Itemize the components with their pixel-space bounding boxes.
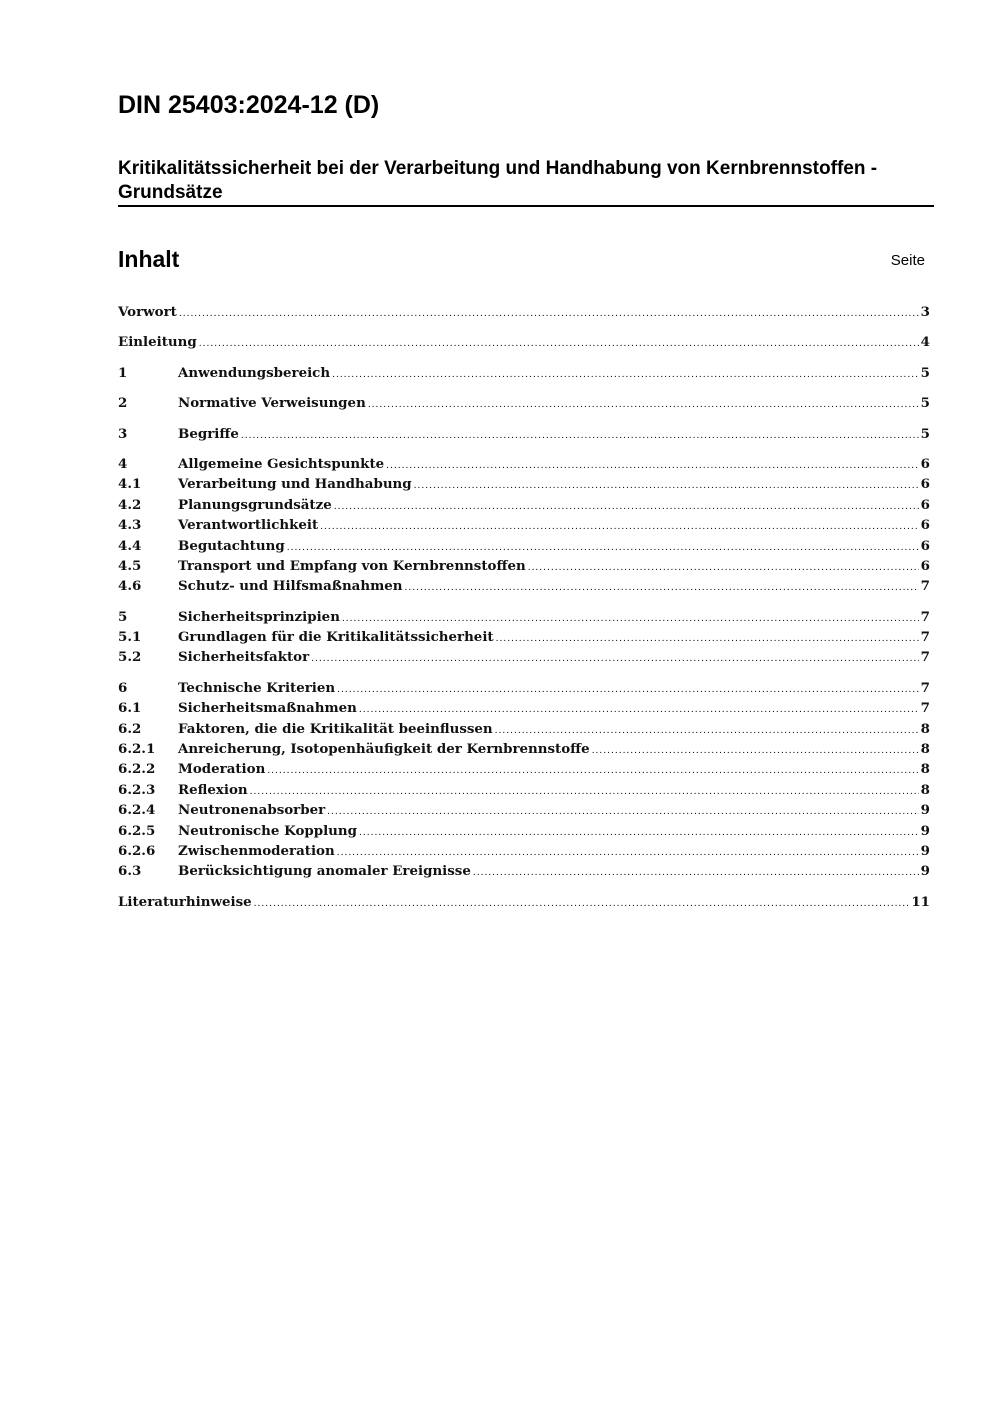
toc-entry-page: 6: [920, 476, 930, 493]
toc-entry-number: 6.2.1: [118, 741, 156, 758]
toc-dot-leader: [179, 304, 919, 322]
toc-dot-leader: [405, 578, 919, 596]
toc-entry-page: 7: [920, 629, 930, 646]
toc-entry-6-2-5[interactable]: [118, 821, 930, 841]
toc-entry-page: 7: [920, 578, 930, 595]
toc-entry-page: 8: [920, 741, 930, 758]
toc-entry-number: 5.1: [118, 629, 142, 646]
toc-entry-page: 9: [920, 863, 930, 880]
toc-entry-page: 8: [920, 781, 930, 798]
toc-dot-leader: [337, 680, 919, 698]
toc-dot-leader: [250, 782, 919, 800]
toc-dot-leader: [368, 395, 919, 413]
toc-entry-vorwort[interactable]: [118, 302, 930, 322]
toc-entry-label: Faktoren, die die Kritikalität beeinflussen: [178, 720, 493, 737]
toc-entry-number: 4.1: [118, 476, 142, 493]
toc-entry-page: 9: [920, 802, 930, 819]
toc-entry-5[interactable]: [118, 607, 930, 627]
toc-entry-number: 3: [118, 425, 128, 442]
toc-entry-page: 7: [920, 679, 930, 696]
toc-entry-number: 6.2: [118, 720, 142, 737]
toc-entry-literaturhinweise[interactable]: [118, 892, 930, 912]
toc-entry-label: Anwendungsbereich: [178, 364, 331, 381]
toc-entry-5-1[interactable]: [118, 627, 930, 647]
toc-dot-leader: [359, 823, 919, 841]
toc-entry-label: Sicherheitsprinzipien: [178, 608, 340, 625]
toc-dot-leader: [342, 609, 919, 627]
toc-entry-page: 6: [920, 455, 930, 472]
toc-entry-page: 8: [920, 761, 930, 778]
toc-entry-label: Verarbeitung und Handhabung: [178, 476, 412, 493]
toc-entry-page: 9: [920, 842, 930, 859]
toc-dot-leader: [528, 558, 919, 576]
toc-dot-leader: [496, 629, 919, 647]
toc-entry-4[interactable]: [118, 454, 930, 474]
toc-entry-page: 6: [920, 537, 930, 554]
toc-entry-6-2[interactable]: [118, 719, 930, 739]
toc-entry-6-1[interactable]: [118, 698, 930, 718]
toc-entry-page: 6: [920, 557, 930, 574]
toc-entry-label: Begutachtung: [178, 537, 285, 554]
document-title: Kritikalitätssicherheit bei der Verarbeitung und Handhabung von Kernbrennstoffen - Grundsätze: [118, 158, 878, 203]
toc-entry-4-2[interactable]: [118, 495, 930, 515]
toc-entry-label: Normative Verweisungen: [178, 395, 366, 412]
toc-entry-label: Transport und Empfang von Kernbrennstoffen: [178, 557, 526, 574]
toc-dot-leader: [327, 802, 919, 820]
toc-entry-6-2-1[interactable]: [118, 739, 930, 759]
toc-entry-number: 4.5: [118, 557, 142, 574]
toc-dot-leader: [592, 741, 919, 759]
table-of-contents: [118, 302, 930, 912]
toc-entry-number: 6.2.4: [118, 802, 156, 819]
toc-entry-page: 7: [920, 700, 930, 717]
toc-entry-number: 6: [118, 679, 128, 696]
toc-entry-label: Sicherheitsfaktor: [178, 649, 310, 666]
toc-page-column-label: Seite: [890, 252, 925, 269]
toc-entry-label: Vorwort: [118, 304, 177, 320]
toc-entry-label: Reflexion: [178, 781, 248, 798]
toc-dot-leader: [311, 649, 918, 667]
toc-entry-page: 9: [920, 822, 930, 839]
toc-entry-label: Neutronenabsorber: [178, 802, 326, 819]
toc-entry-page: 11: [911, 893, 930, 910]
title-divider: [118, 205, 934, 207]
toc-entry-number: 6.1: [118, 700, 142, 717]
toc-entry-einleitung[interactable]: [118, 332, 930, 352]
toc-entry-page: 8: [920, 720, 930, 737]
toc-heading: Inhalt: [118, 246, 180, 272]
toc-entry-number: 4.6: [118, 578, 142, 595]
toc-entry-number: 4.2: [118, 496, 142, 513]
toc-entry-number: 6.2.6: [118, 842, 156, 859]
toc-entry-label: Sicherheitsmaßnahmen: [178, 700, 357, 717]
toc-entry-page: 6: [920, 496, 930, 513]
toc-entry-number: 6.2.5: [118, 822, 156, 839]
toc-dot-leader: [267, 761, 918, 779]
toc-dot-leader: [386, 456, 919, 474]
toc-entry-number: 6.2.2: [118, 761, 156, 778]
toc-entry-6-2-6[interactable]: [118, 841, 930, 861]
toc-entry-6[interactable]: [118, 678, 930, 698]
toc-entry-label: Neutronische Kopplung: [178, 822, 358, 839]
toc-entry-page: 5: [920, 364, 930, 381]
toc-entry-label: Grundlagen für die Kritikalitätssicherheit: [178, 629, 494, 646]
toc-entry-number: 5: [118, 608, 128, 625]
toc-dot-leader: [334, 497, 919, 515]
document-id: DIN 25403:2024-12 (D): [118, 91, 380, 119]
toc-entry-label: Begriffe: [178, 425, 239, 442]
toc-entry-5-2[interactable]: [118, 647, 930, 667]
toc-entry-6-2-2[interactable]: [118, 759, 930, 779]
toc-entry-6-2-3[interactable]: [118, 780, 930, 800]
toc-entry-4-4[interactable]: [118, 536, 930, 556]
toc-entry-number: 4.3: [118, 517, 142, 534]
toc-entry-label: Zwischenmoderation: [178, 842, 335, 859]
toc-entry-label: Verantwortlichkeit: [178, 517, 319, 534]
toc-entry-label: Einleitung: [118, 334, 197, 351]
toc-entry-label: Allgemeine Gesichtspunkte: [178, 455, 385, 472]
toc-entry-page: 4: [920, 334, 930, 351]
toc-entry-number: 4: [118, 455, 128, 472]
toc-dot-leader: [337, 843, 919, 861]
toc-entry-2[interactable]: [118, 393, 930, 413]
toc-entry-number: 1: [118, 364, 128, 381]
toc-entry-number: 6.2.3: [118, 781, 156, 798]
toc-dot-leader: [473, 863, 919, 881]
toc-entry-number: 5.2: [118, 649, 142, 666]
toc-dot-leader: [414, 476, 919, 494]
toc-entry-6-2-4[interactable]: [118, 800, 930, 820]
toc-dot-leader: [495, 721, 919, 739]
toc-entry-label: Moderation: [178, 761, 266, 778]
toc-entry-page: 5: [920, 425, 930, 442]
toc-dot-leader: [254, 894, 910, 912]
toc-entry-1[interactable]: [118, 363, 930, 383]
toc-entry-label: Technische Kriterien: [178, 679, 336, 696]
toc-entry-6-3[interactable]: [118, 861, 930, 881]
toc-entry-4-3[interactable]: [118, 515, 930, 535]
toc-dot-leader: [320, 517, 919, 535]
toc-entry-number: 2: [118, 395, 128, 412]
toc-entry-4-1[interactable]: [118, 474, 930, 494]
toc-entry-number: 6.3: [118, 863, 142, 880]
toc-entry-3[interactable]: [118, 424, 930, 444]
toc-entry-page: 7: [920, 649, 930, 666]
toc-dot-leader: [332, 365, 919, 383]
toc-dot-leader: [241, 426, 919, 444]
toc-entry-label: Schutz- und Hilfsmaßnahmen: [178, 578, 403, 595]
toc-entry-page: 6: [920, 517, 930, 534]
toc-entry-4-5[interactable]: [118, 556, 930, 576]
toc-entry-label: Planungsgrundsätze: [178, 496, 332, 513]
toc-dot-leader: [287, 538, 919, 556]
toc-entry-label: Literaturhinweise: [118, 893, 252, 910]
toc-entry-label: Berücksichtigung anomaler Ereignisse: [178, 863, 471, 880]
toc-entry-label: Anreicherung, Isotopenhäufigkeit der Kernbrennstoffe: [178, 741, 590, 758]
toc-entry-4-6[interactable]: [118, 576, 930, 596]
toc-entry-page: 7: [920, 608, 930, 625]
toc-dot-leader: [199, 334, 919, 352]
toc-entry-page: 5: [920, 395, 930, 412]
toc-entry-number: 4.4: [118, 537, 142, 554]
toc-entry-page: 3: [920, 304, 930, 320]
toc-dot-leader: [359, 700, 919, 718]
